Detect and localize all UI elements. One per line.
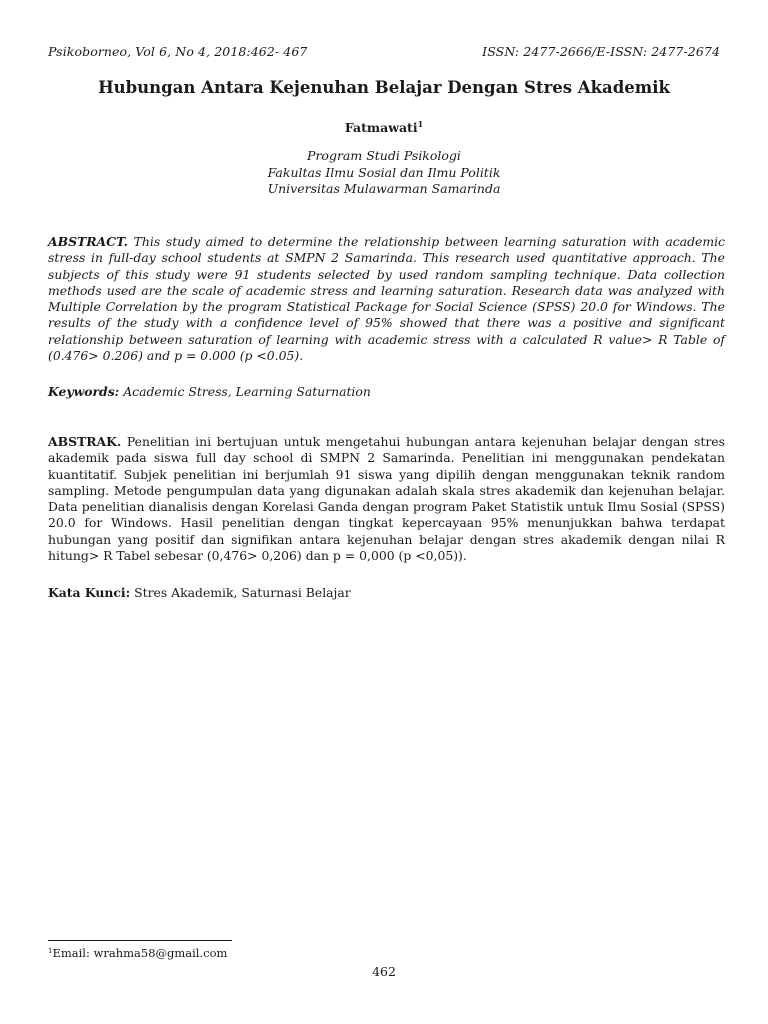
author-line bbox=[0, 119, 768, 135]
footnote-email: Email: wrahma58@gmail.com bbox=[52, 946, 228, 960]
footnote-marker: 1 bbox=[48, 947, 53, 955]
keywords-indonesian bbox=[48, 585, 725, 600]
abstract-english-label: ABSTRACT. bbox=[48, 234, 128, 249]
abstract-indonesian-label: ABSTRAK. bbox=[48, 434, 122, 449]
paper-title: Hubungan Antara Kejenuhan Belajar Dengan Stres Akademik bbox=[98, 78, 670, 97]
keywords-english bbox=[48, 384, 725, 399]
affiliation-university: Universitas Mulawarman Samarinda bbox=[267, 181, 501, 196]
footnote bbox=[48, 946, 227, 960]
keywords-english-label: Keywords: bbox=[48, 384, 120, 399]
affiliation-faculty: Fakultas Ilmu Sosial dan Ilmu Politik bbox=[267, 164, 501, 180]
keywords-indonesian-label: Kata Kunci: bbox=[48, 585, 131, 600]
affiliation bbox=[0, 148, 768, 198]
abstract-indonesian bbox=[48, 434, 725, 564]
footnote-divider bbox=[48, 940, 232, 941]
abstract-english bbox=[48, 234, 725, 364]
keywords-indonesian-text: Stres Akademik, Saturnasi Belajar bbox=[134, 585, 351, 600]
keywords-english-text: Academic Stress, Learning Saturnation bbox=[123, 384, 371, 399]
running-header bbox=[48, 44, 720, 59]
author-footnote-marker: 1 bbox=[417, 119, 424, 129]
journal-info: Psikoborneo, Vol 6, No 4, 2018:462- 467 bbox=[48, 44, 308, 59]
page-number: 462 bbox=[372, 964, 396, 979]
abstract-english-text: This study aimed to determine the relationship between learning saturation with academic stress in full-day school students at SMPN 2 Samarinda. This research used quantitative approach. The subjects of this study were 91 students selected by used random sampling technique. Data collection methods used are the scale of academic stress and learning saturation. Research data was analyzed with Multiple Correlation by the program Statistical Package for Social Science (SPSS) 20.0 for Windows. The results of the study with a confidence level of 95% showed that there was a positive and significant relationship between saturation of learning with academic stress with a calculated R value> R Table of (0.476> 0.206) and p = 0.000 (p <0.05). bbox=[48, 234, 725, 364]
affiliation-program: Program Studi Psikologi bbox=[307, 148, 461, 163]
abstract-indonesian-text: Penelitian ini bertujuan untuk mengetahui hubungan antara kejenuhan belajar dengan stres akademik pada siswa full day school di SMPN 2 Samarinda. Penelitian ini menggunakan pendekatan kuantitatif. Subjek penelitian ini berjumlah 91 siswa yang dipilih dengan menggunakan teknik random sampling. Metode pengumpulan data yang digunakan adalah skala stres akademik dan kejenuhan belajar. Data penelitian dianalisis dengan Korelasi Ganda dengan program Paket Statistik untuk Ilmu Sosial (SPSS) 20.0 for Windows. Hasil penelitian dengan tingkat kepercayaan 95% menunjukkan bahwa terdapat hubungan yang positif dan signifikan antara kejenuhan belajar dengan stres akademik dengan nilai R hitung> R Tabel sebesar (0,476> 0,206) dan p = 0,000 (p <0,05)). bbox=[48, 434, 725, 564]
author-name: Fatmawati bbox=[344, 120, 418, 135]
issn-info: ISSN: 2477-2666/E-ISSN: 2477-2674 bbox=[482, 44, 720, 59]
